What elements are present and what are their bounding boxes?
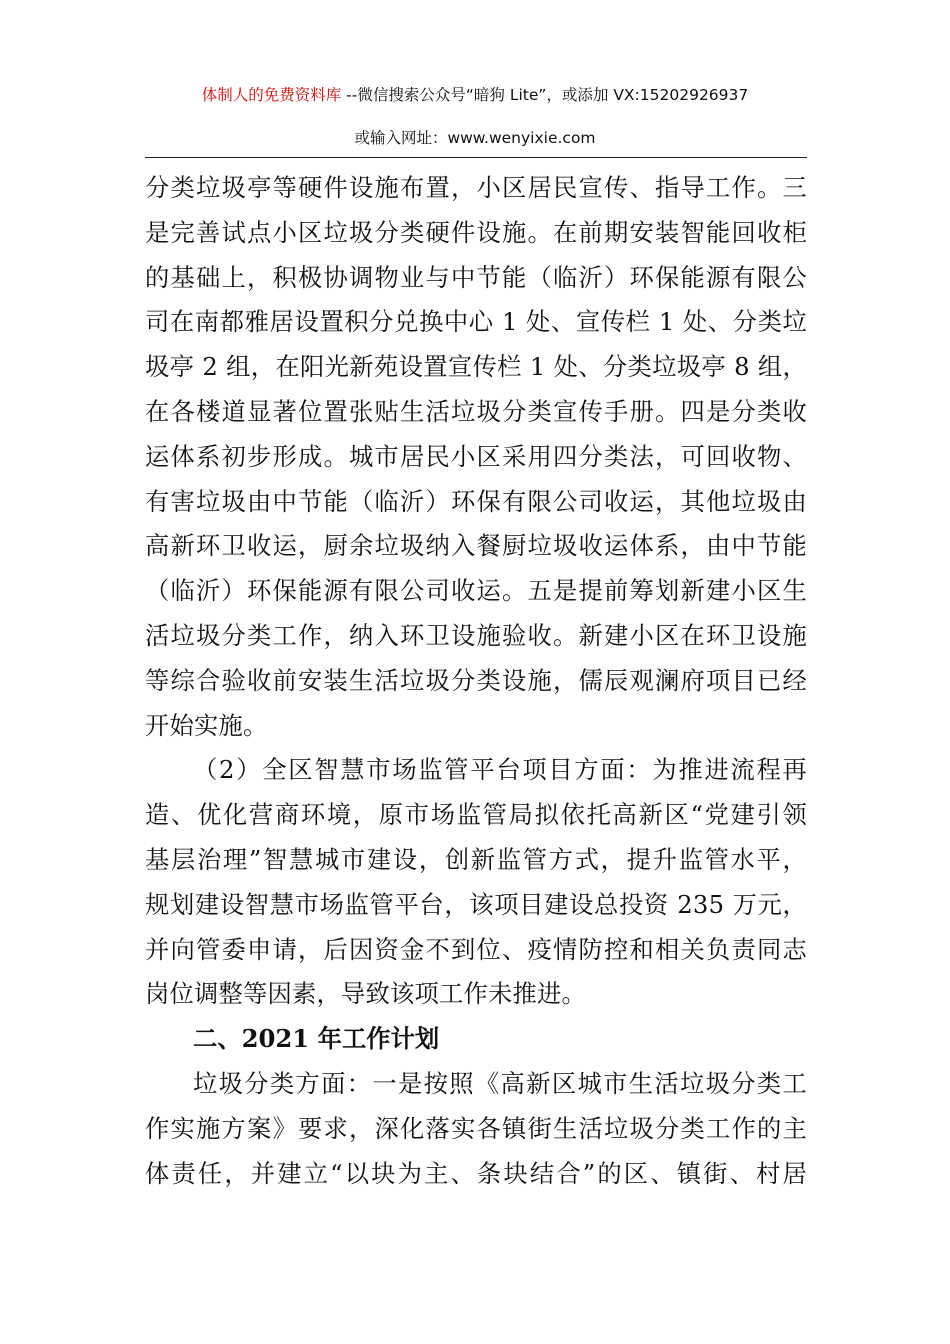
- text-line: 在各楼道显著位置张贴生活垃圾分类宣传手册。四是分类收: [145, 396, 807, 426]
- page-header: [145, 82, 805, 151]
- header-notice-line: [145, 82, 805, 108]
- text-line: 的基础上，积极协调物业与中节能（临沂）环保能源有限公: [145, 262, 807, 292]
- header-notice: --微信搜索公众号“暗狗 Lite”，或添加 VX:15202926937: [341, 86, 749, 104]
- text-line: （2）全区智慧市场监管平台项目方面：为推进流程再: [193, 755, 807, 785]
- section-heading: 二、2021 年工作计划: [193, 1024, 440, 1054]
- text-line: 岗位调整等因素，导致该项工作未推进。: [145, 979, 586, 1009]
- text-line: 造、优化营商环境，原市场监管局拟依托高新区“党建引领: [145, 800, 807, 830]
- text-line: 有害垃圾由中节能（临沂）环保有限公司收运，其他垃圾由: [145, 486, 807, 516]
- text-line: 圾亭 2 组，在阳光新苑设置宣传栏 1 处、分类垃圾亭 8 组，: [145, 352, 807, 382]
- paragraph-garbage-classification: [145, 166, 807, 748]
- text-line: 规划建设智慧市场监管平台，该项目建设总投资 235 万元，: [145, 889, 807, 919]
- header-divider: [145, 157, 807, 158]
- text-line: 体责任，并建立“以块为主、条块结合”的区、镇街、村居: [145, 1158, 807, 1188]
- text-line: 并向管委申请，后因资金不到位、疫情防控和相关负责同志: [145, 934, 807, 964]
- text-line: 活垃圾分类工作，纳入环卫设施验收。新建小区在环卫设施: [145, 620, 807, 650]
- text-line: 垃圾分类方面：一是按照《高新区城市生活垃圾分类工: [193, 1068, 807, 1098]
- text-line: 等综合验收前安装生活垃圾分类设施，儒辰观澜府项目已经: [145, 665, 807, 695]
- header-brand: 体制人的免费资料库: [201, 86, 342, 104]
- text-line: 开始实施。: [145, 710, 268, 740]
- document-body: [145, 166, 807, 1196]
- text-line: 运体系初步形成。城市居民小区采用四分类法，可回收物、: [145, 441, 807, 471]
- header-website: 或输入网址：www.wenyixie.com: [354, 129, 596, 147]
- text-line: 是完善试点小区垃圾分类硬件设施。在前期安装智能回收柜: [145, 217, 807, 247]
- paragraph-market-supervision: [145, 748, 807, 1017]
- text-line: 司在南都雅居设置积分兑换中心 1 处、宣传栏 1 处、分类垃: [145, 307, 807, 337]
- text-line: 基层治理”智慧城市建设，创新监管方式，提升监管水平，: [145, 844, 807, 874]
- text-line: 作实施方案》要求，深化落实各镇街生活垃圾分类工作的主: [145, 1113, 807, 1143]
- text-line: 分类垃圾亭等硬件设施布置，小区居民宣传、指导工作。三: [145, 173, 807, 202]
- paragraph-work-plan: [145, 1062, 807, 1196]
- text-line: （临沂）环保能源有限公司收运。五是提前筹划新建小区生: [145, 576, 807, 606]
- text-line: 高新环卫收运，厨余垃圾纳入餐厨垃圾收运体系，由中节能: [145, 531, 807, 561]
